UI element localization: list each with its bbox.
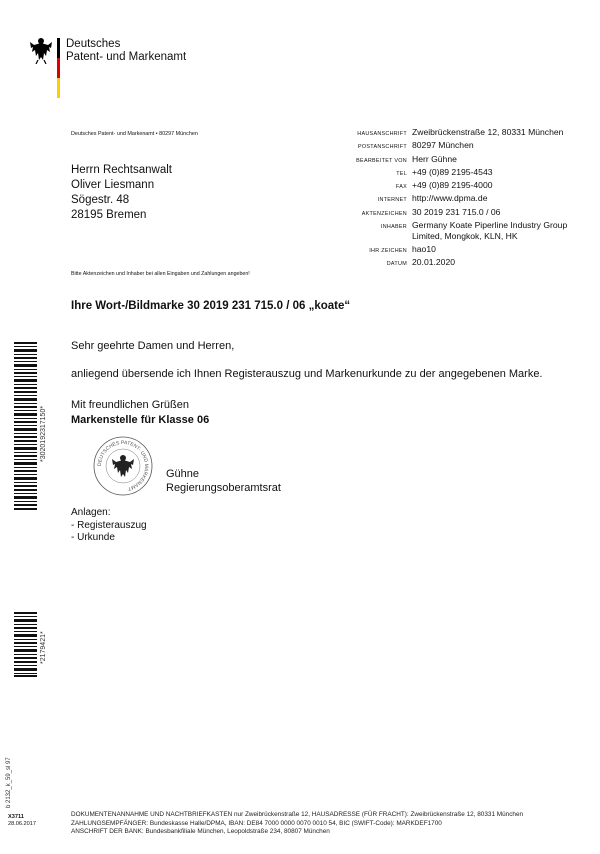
recipient-line1: Herrn Rechtsanwalt (71, 164, 172, 176)
reference-hint: Bitte Aktenzeichen und Inhaber bei allen Eingaben und Zahlungen angeben! (71, 271, 250, 277)
info-value: Germany Koate Piperline Industry Group Limited, Mongkok, KLN, HK (412, 220, 568, 241)
info-row-tel (305, 167, 585, 180)
body-text: anliegend übersende ich Ihnen Registerauszug und Markenurkunde zu der angegebenen Marke. (71, 368, 543, 380)
form-id-box (8, 814, 36, 828)
salutation: Sehr geehrte Damen und Herren, (71, 340, 235, 352)
info-row-aktenzeichen (305, 207, 585, 220)
info-label: FAX (395, 184, 407, 191)
closing-greeting: Mit freundlichen Grüßen (71, 399, 189, 411)
recipient-address (71, 163, 172, 223)
info-value: hao10 (412, 244, 436, 255)
recipient-line3: Sögestr. 48 (71, 194, 130, 206)
signer (166, 467, 281, 495)
info-label: TEL (396, 170, 407, 177)
recipient-line4: 28195 Bremen (71, 209, 147, 221)
federal-eagle-icon (30, 36, 52, 64)
info-label: BEARBEITET VON (356, 157, 407, 164)
info-value: +49 (0)89 2195-4000 (412, 180, 493, 191)
attachments-heading: Anlagen: (71, 507, 111, 518)
footer-line3: ANSCHRIFT DER BANK: Bundesbankfiliale München, Leopoldstraße 234, 80807 München (71, 828, 330, 836)
barcode (14, 612, 37, 677)
barcode-number: *2179421* (40, 631, 47, 664)
barcode-number: *3020192317150* (40, 405, 47, 462)
footer-line1: DOKUMENTENANNAHME UND NACHTBRIEFKASTEN nur Zweibrückenstraße 12, HAUSADRESSE (FÜR FRACHT): Zweibrückenstraße 12, 80331 München (71, 811, 524, 818)
info-label: IHR ZEICHEN (369, 248, 407, 255)
info-value: 30 2019 231 715.0 / 06 (412, 206, 501, 217)
info-row-postanschrift (305, 140, 585, 153)
info-block (305, 127, 585, 271)
info-value: Zweibrückenstraße 12, 80331 München (412, 127, 564, 137)
info-label: DATUM (386, 261, 407, 268)
info-label: INTERNET (377, 197, 407, 204)
agency-name-line1: Deutsches (66, 38, 121, 50)
official-seal-icon (93, 436, 153, 496)
info-row-datum (305, 257, 585, 270)
info-value: http://www.dpma.de (412, 193, 488, 204)
form-date: 28.06.2017 (8, 821, 36, 827)
subject-line: Ihre Wort-/Bildmarke 30 2019 231 715.0 / 06 „koate“ (71, 300, 351, 312)
info-value: Herr Gühne (412, 153, 457, 164)
info-label: AKTENZEICHEN (361, 210, 407, 217)
info-row-hausanschrift (305, 127, 585, 140)
info-row-fax (305, 180, 585, 193)
footer-line2: ZAHLUNGSEMPFÄNGER: Bundeskasse Halle/DPMA, IBAN: DE84 7000 0000 0070 0010 54, BIC (SWIFT-Code): MARKDEF1700 (71, 819, 442, 827)
flag-bar (57, 38, 60, 98)
signer-title: Regierungsoberamtsrat (166, 482, 281, 494)
info-label: POSTANSCHRIFT (357, 144, 407, 151)
flag-black-stripe (57, 38, 60, 58)
signer-name: Gühne (166, 468, 200, 480)
recipient-line2: Oliver Liesmann (71, 179, 155, 191)
form-code: b 2132_k_59_sl 97 (6, 757, 12, 808)
closing-department: Markenstelle für Klasse 06 (71, 414, 210, 426)
info-row-inhaber (305, 220, 585, 244)
attachments (71, 507, 147, 545)
info-value: 80297 München (412, 140, 474, 151)
info-label: HAUSANSCHRIFT (357, 131, 407, 137)
footer (71, 811, 523, 837)
agency-name (66, 38, 186, 64)
info-row-bearbeitet (305, 154, 585, 167)
info-value: 20.01.2020 (412, 257, 456, 268)
attachment-item: - Registerauszug (71, 519, 147, 531)
seal-text: DEUTSCHES PATENT- UND MARKENAMT (96, 439, 150, 492)
flag-red-stripe (57, 58, 60, 78)
info-row-internet (305, 193, 585, 206)
sender-line: Deutsches Patent- und Markenamt • 80297 München (71, 131, 198, 137)
info-row-ihr-zeichen (305, 244, 585, 257)
flag-gold-stripe (57, 78, 60, 98)
attachment-item: - Urkunde (71, 532, 115, 543)
info-value: +49 (0)89 2195-4543 (412, 166, 493, 177)
closing (71, 398, 209, 428)
agency-name-line2: Patent- und Markenamt (66, 51, 187, 63)
info-label: INHABER (380, 224, 407, 231)
barcode (14, 342, 37, 510)
form-id: X3711 (8, 814, 24, 820)
